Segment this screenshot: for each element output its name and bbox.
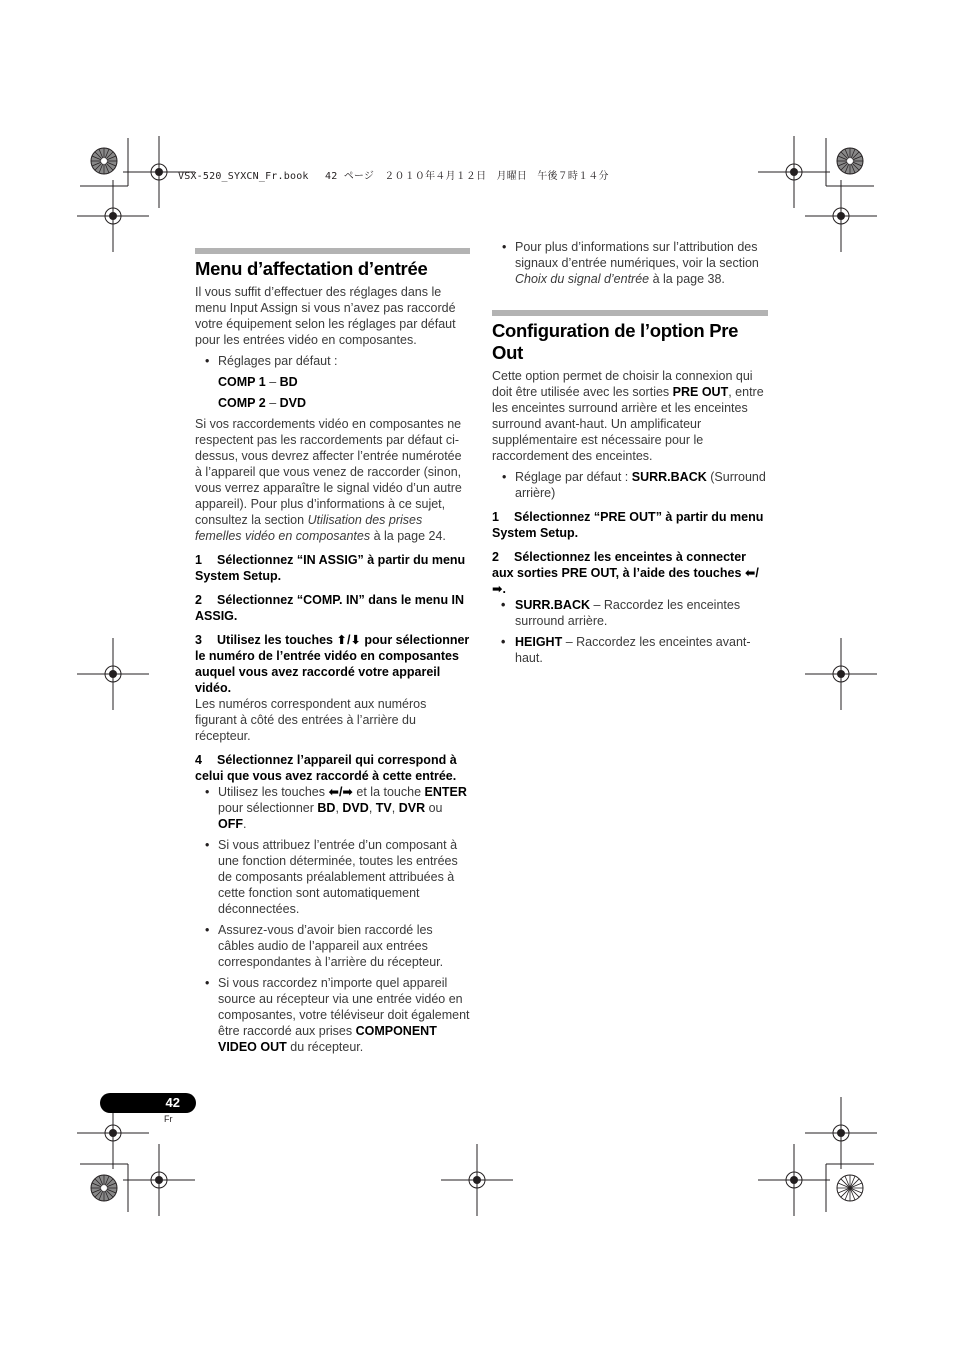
text: ou	[428, 801, 443, 815]
step-text: Sélectionnez “PRE OUT” à partir du menu System Setup.	[492, 510, 764, 540]
option-description: – Raccordez les enceintes surround arrière.	[515, 598, 741, 628]
default-name: COMP 1	[218, 375, 266, 389]
page-number: 42	[165, 1095, 180, 1110]
option-name: HEIGHT	[515, 635, 563, 649]
section-divider	[195, 248, 470, 254]
text: Si vous raccordez n’importe quel appareil source au récepteur via une entrée vidéo en composantes, votre téléviseur doit également être raccordé aux prises	[218, 976, 470, 1038]
step-2	[195, 592, 470, 624]
section-divider	[492, 310, 768, 316]
step-4-notes	[195, 784, 470, 1055]
step-2	[492, 549, 768, 597]
left-right-arrow-icon: ⬅/➡	[492, 566, 759, 596]
step-text: Utilisez les touches	[217, 633, 334, 647]
option-bd: BD	[317, 801, 336, 815]
default-value: SURR.BACK	[631, 470, 707, 484]
default-dash: –	[269, 396, 277, 410]
step-number: 1	[492, 510, 499, 524]
text: , entre les enceintes surround arrière et les enceintes surround avant-haut. Un amplificateur supplémentaire est nécessaire pour le raccordement des enceintes.	[492, 385, 764, 463]
left-right-arrow-icon: ⬅/➡	[328, 785, 353, 799]
step-number: 4	[195, 753, 202, 767]
list-item	[492, 239, 768, 287]
list-item: • Réglages par défaut :	[195, 353, 470, 369]
section-title-input-assign: Menu d’affectation d’entrée	[195, 258, 428, 279]
default-setting-list	[492, 469, 768, 501]
page-reference: à la page 38.	[652, 272, 725, 286]
paragraph-text: Si vos raccordements vidéo en composantes ne respectent pas les raccordements par défaut ci-dessus, vous devrez affecter l’entrée numérotée à l’appareil que vous venez de raccorder (sinon, vous verrez apparaître le signal vidéo d’un autre appareil). Pour plus d’informations à ce sujet, consultez la section	[195, 417, 462, 527]
enter-key-label: ENTER	[424, 785, 467, 799]
step-1	[492, 509, 768, 541]
step-text: Sélectionnez les enceintes à connecter aux sorties PRE OUT, à l’aide des touches	[492, 550, 747, 580]
list-item	[492, 597, 768, 629]
default-comp1	[218, 374, 470, 390]
intro-paragraph	[492, 368, 768, 464]
text: Cette option permet de choisir la connexion qui doit être utilisée avec les sorties	[492, 369, 753, 399]
section-reference: Choix du signal d’entrée	[515, 272, 650, 286]
text: pour sélectionner	[218, 801, 314, 815]
list-item: • Utilisez les touches ⬅/➡ et la touche ENTER pour sélectionner BD, DVD, TV, DVR ou OFF.	[195, 784, 470, 832]
option-off: OFF	[218, 817, 243, 831]
page-language: Fr	[164, 1114, 173, 1124]
text: du récepteur.	[290, 1040, 364, 1054]
list-item	[492, 469, 768, 501]
step-text: Sélectionnez l’appareil qui correspond à celui que vous avez raccordé à cette entrée.	[195, 753, 457, 783]
section-title-pre-out: Configuration de l’option Pre Out	[492, 320, 739, 363]
up-down-arrow-icon: ⬆/⬇	[336, 633, 361, 647]
paragraph	[195, 416, 470, 544]
right-column	[492, 239, 768, 666]
page-number-badge	[100, 1093, 196, 1113]
default-value: DVD	[279, 396, 307, 410]
defaults-list	[195, 353, 470, 369]
option-tv: TV	[375, 801, 392, 815]
page-reference: à la page 24.	[373, 529, 446, 543]
default-name: COMP 2	[218, 396, 266, 410]
option-name: SURR.BACK	[515, 598, 590, 612]
pre-out-options	[492, 597, 768, 666]
step-number: 1	[195, 553, 202, 567]
section-reference: Utilisation des prises femelles vidéo en composantes	[195, 513, 423, 543]
step-number: 3	[195, 633, 202, 647]
book-header: VSX-520_SYXCN_Fr.book 42 ページ ２０１０年４月１２日 月曜日 午後７時１４分	[178, 171, 609, 182]
text: Utilisez les touches	[218, 785, 325, 799]
left-column	[195, 248, 470, 1055]
step-number: 2	[195, 593, 202, 607]
list-item: • Si vous attribuez l’entrée d’un composant à une fonction déterminée, toutes les entrées de composants préalablement attribuées à cette fonction sont automatiquement déconnectées.	[195, 837, 470, 917]
default-value: BD	[279, 375, 298, 389]
default-comp2	[218, 395, 470, 411]
text: Pour plus d’informations sur l’attribution des signaux d’entrée numériques, voir la section	[515, 240, 759, 270]
list-item: • Assurez-vous d’avoir bien raccordé les câbles audio de l’appareil aux entrées correspondantes à l’arrière du récepteur.	[195, 922, 470, 970]
list-item	[492, 634, 768, 666]
option-dvd: DVD	[342, 801, 369, 815]
option-dvr: DVR	[398, 801, 426, 815]
pre-out-label: PRE OUT	[672, 385, 729, 399]
text: et la touche	[356, 785, 422, 799]
step-text: Sélectionnez “COMP. IN” dans le menu IN ASSIG.	[195, 593, 465, 623]
default-dash: –	[269, 375, 277, 389]
step-1	[195, 552, 470, 584]
text: (Surround arrière)	[515, 470, 766, 500]
step-number: 2	[492, 550, 499, 564]
component-video-out-label: COMPONENT VIDEO OUT	[218, 1024, 437, 1054]
step-text: pour sélectionner le numéro de l’entrée vidéo en composantes auquel vous avez raccordé votre appareil vidéo.	[195, 633, 470, 695]
text: Réglage par défaut :	[515, 470, 629, 484]
step-3	[195, 632, 470, 696]
step-4	[195, 752, 470, 784]
intro-paragraph: Il vous suffit d’effectuer des réglages dans le menu Input Assign si vous n’avez pas raccordé votre équipement selon les réglages par défaut pour les entrées vidéo en composantes.	[195, 285, 456, 347]
digital-input-note	[492, 239, 768, 287]
list-item	[195, 975, 470, 1055]
step-3-note: Les numéros correspondent aux numéros figurant à côté des entrées à l’arrière du récepteur.	[195, 697, 427, 743]
text: .	[502, 582, 506, 596]
step-text: Sélectionnez “IN ASSIG” à partir du menu System Setup.	[195, 553, 466, 583]
option-description: – Raccordez les enceintes avant-haut.	[515, 635, 751, 665]
